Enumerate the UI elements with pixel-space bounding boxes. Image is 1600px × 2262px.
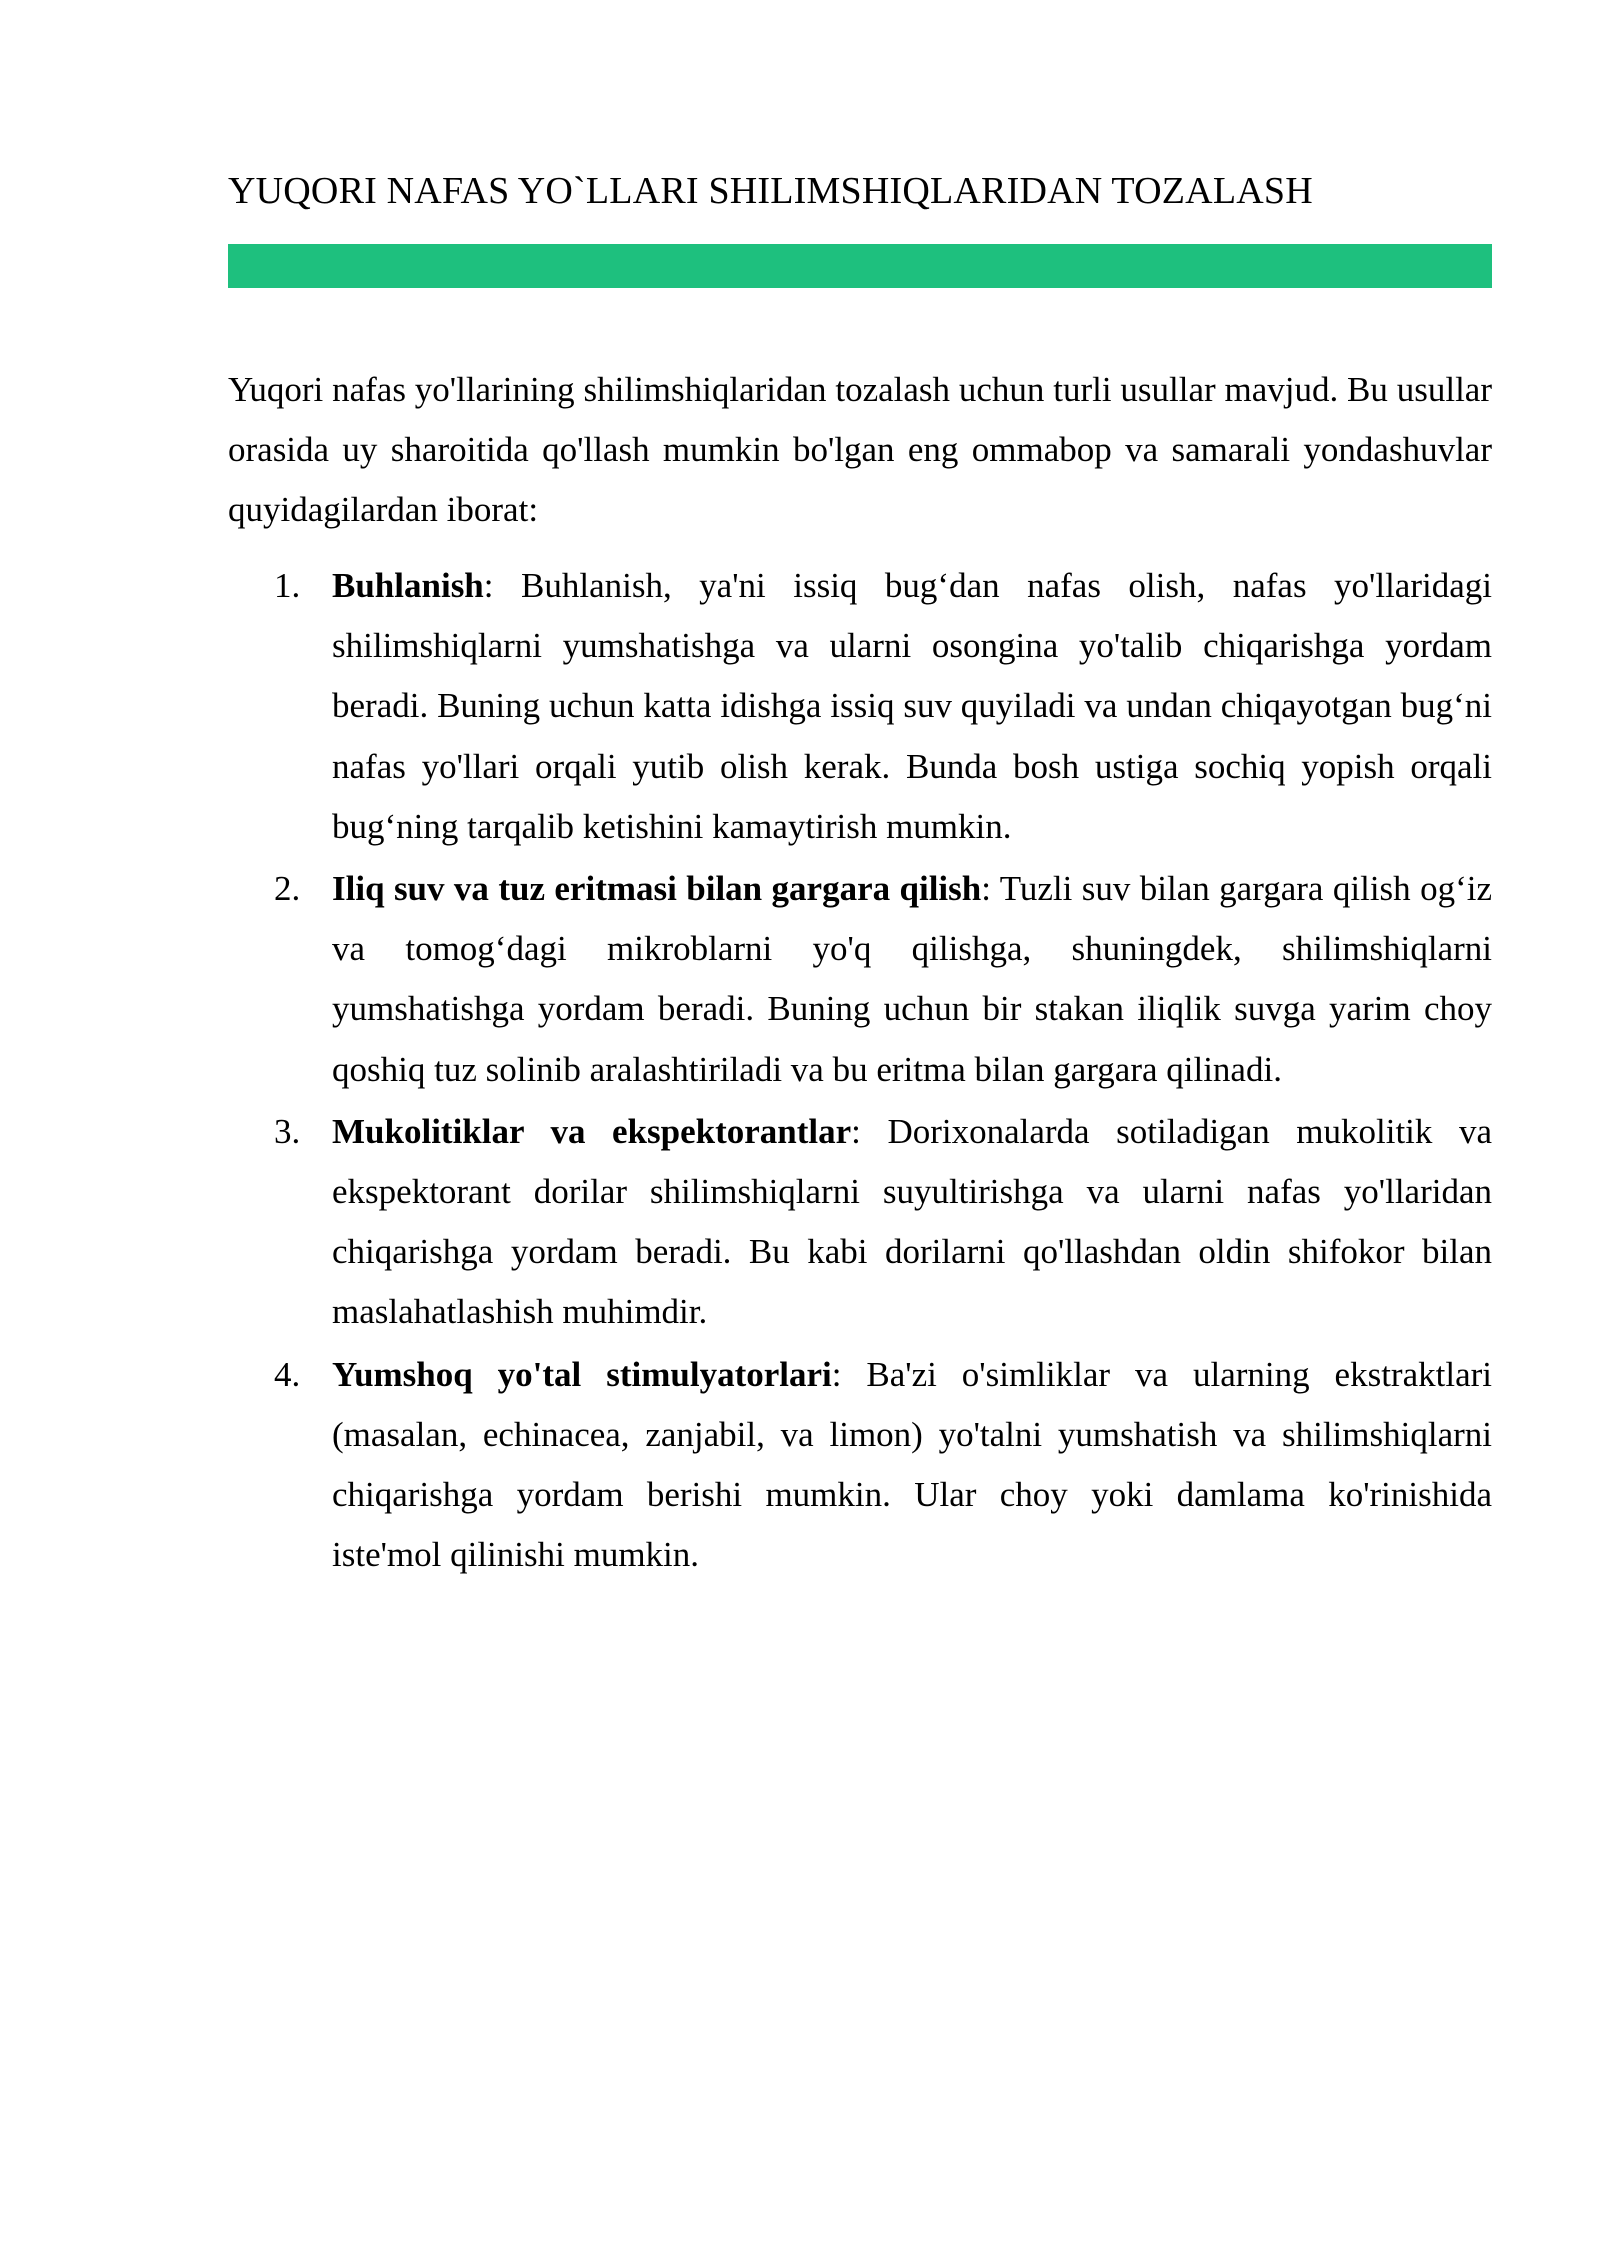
list-item-body: Dorixonalarda sotiladigan mukolitik va ekspektorant dorilar shilimshiqlarni suyultirishga va ularni nafas yo'llaridan chiqarishga yordam beradi. Bu kabi dorilarni qo'llashdan oldin shifokor bilan maslahatlashish muhimdir. <box>332 1111 1492 1332</box>
methods-list <box>228 556 1492 1585</box>
list-item-body: Tuzli suv bilan gargara qilish og‘iz va tomog‘dagi mikroblarni yo'q qilishga, shuningdek, shilimshiqlarni yumshatishga yordam beradi. Buning uchun bir stakan iliqlik suvga yarim choy qoshiq tuz solinib aralashtiriladi va bu eritma bilan gargara qilinadi. <box>332 869 1492 1089</box>
intro-paragraph: Yuqori nafas yo'llarining shilimshiqlaridan tozalash uchun turli usullar mavjud. Bu usullar orasida uy sharoitida qo'llash mumkin bo'lgan eng ommabop va samarali yondashuvlar quyidagilardan iborat: <box>228 369 1492 529</box>
list-item-lead: Buhlanish <box>332 566 484 606</box>
list-item <box>228 1102 1492 1343</box>
list-item-lead: Iliq suv va tuz eritmasi bilan gargara qilish <box>332 869 982 908</box>
list-item-body: Buhlanish, ya'ni issiq bug‘dan nafas olish, nafas yo'llaridagi shilimshiqlarni yumshatishga va ularni osongina yo'talib chiqarishga yordam beradi. Buning uchun katta idishga issiq suv quyiladi va undan chiqayotgan bug‘ni nafas yo'llari orqali yutib olish kerak. Bunda bosh ustiga sochiq yopish orqali bug‘ning tarqalib ketishini kamaytirish mumkin. <box>332 566 1492 846</box>
list-item-separator: : <box>981 869 1000 908</box>
list-item-lead: Mukolitiklar va ekspektorantlar <box>332 1111 852 1151</box>
list-item <box>228 556 1492 857</box>
list-item-separator: : <box>851 1111 888 1151</box>
list-item-lead: Yumshoq yo'tal stimulyatorlari <box>332 1354 832 1394</box>
list-item-body: Ba'zi o'simliklar va ularning ekstraktlari (masalan, echinacea, zanjabil, va limon) yo'talni yumshatish va shilimshiqlarni chiqarishga yordam berishi mumkin. Ular choy yoki damlama ko'rinishida iste'mol qilinishi mumkin. <box>332 1354 1492 1575</box>
list-item <box>228 1345 1492 1586</box>
page-title: YUQORI NAFAS YO`LLARI SHILIMSHIQLARIDAN TOZALASH <box>228 170 1313 212</box>
title-accent-bar <box>228 244 1492 288</box>
list-item <box>228 859 1492 1100</box>
list-item-separator: : <box>831 1354 867 1394</box>
list-item-separator: : <box>483 566 521 606</box>
document-content <box>228 0 1492 1587</box>
